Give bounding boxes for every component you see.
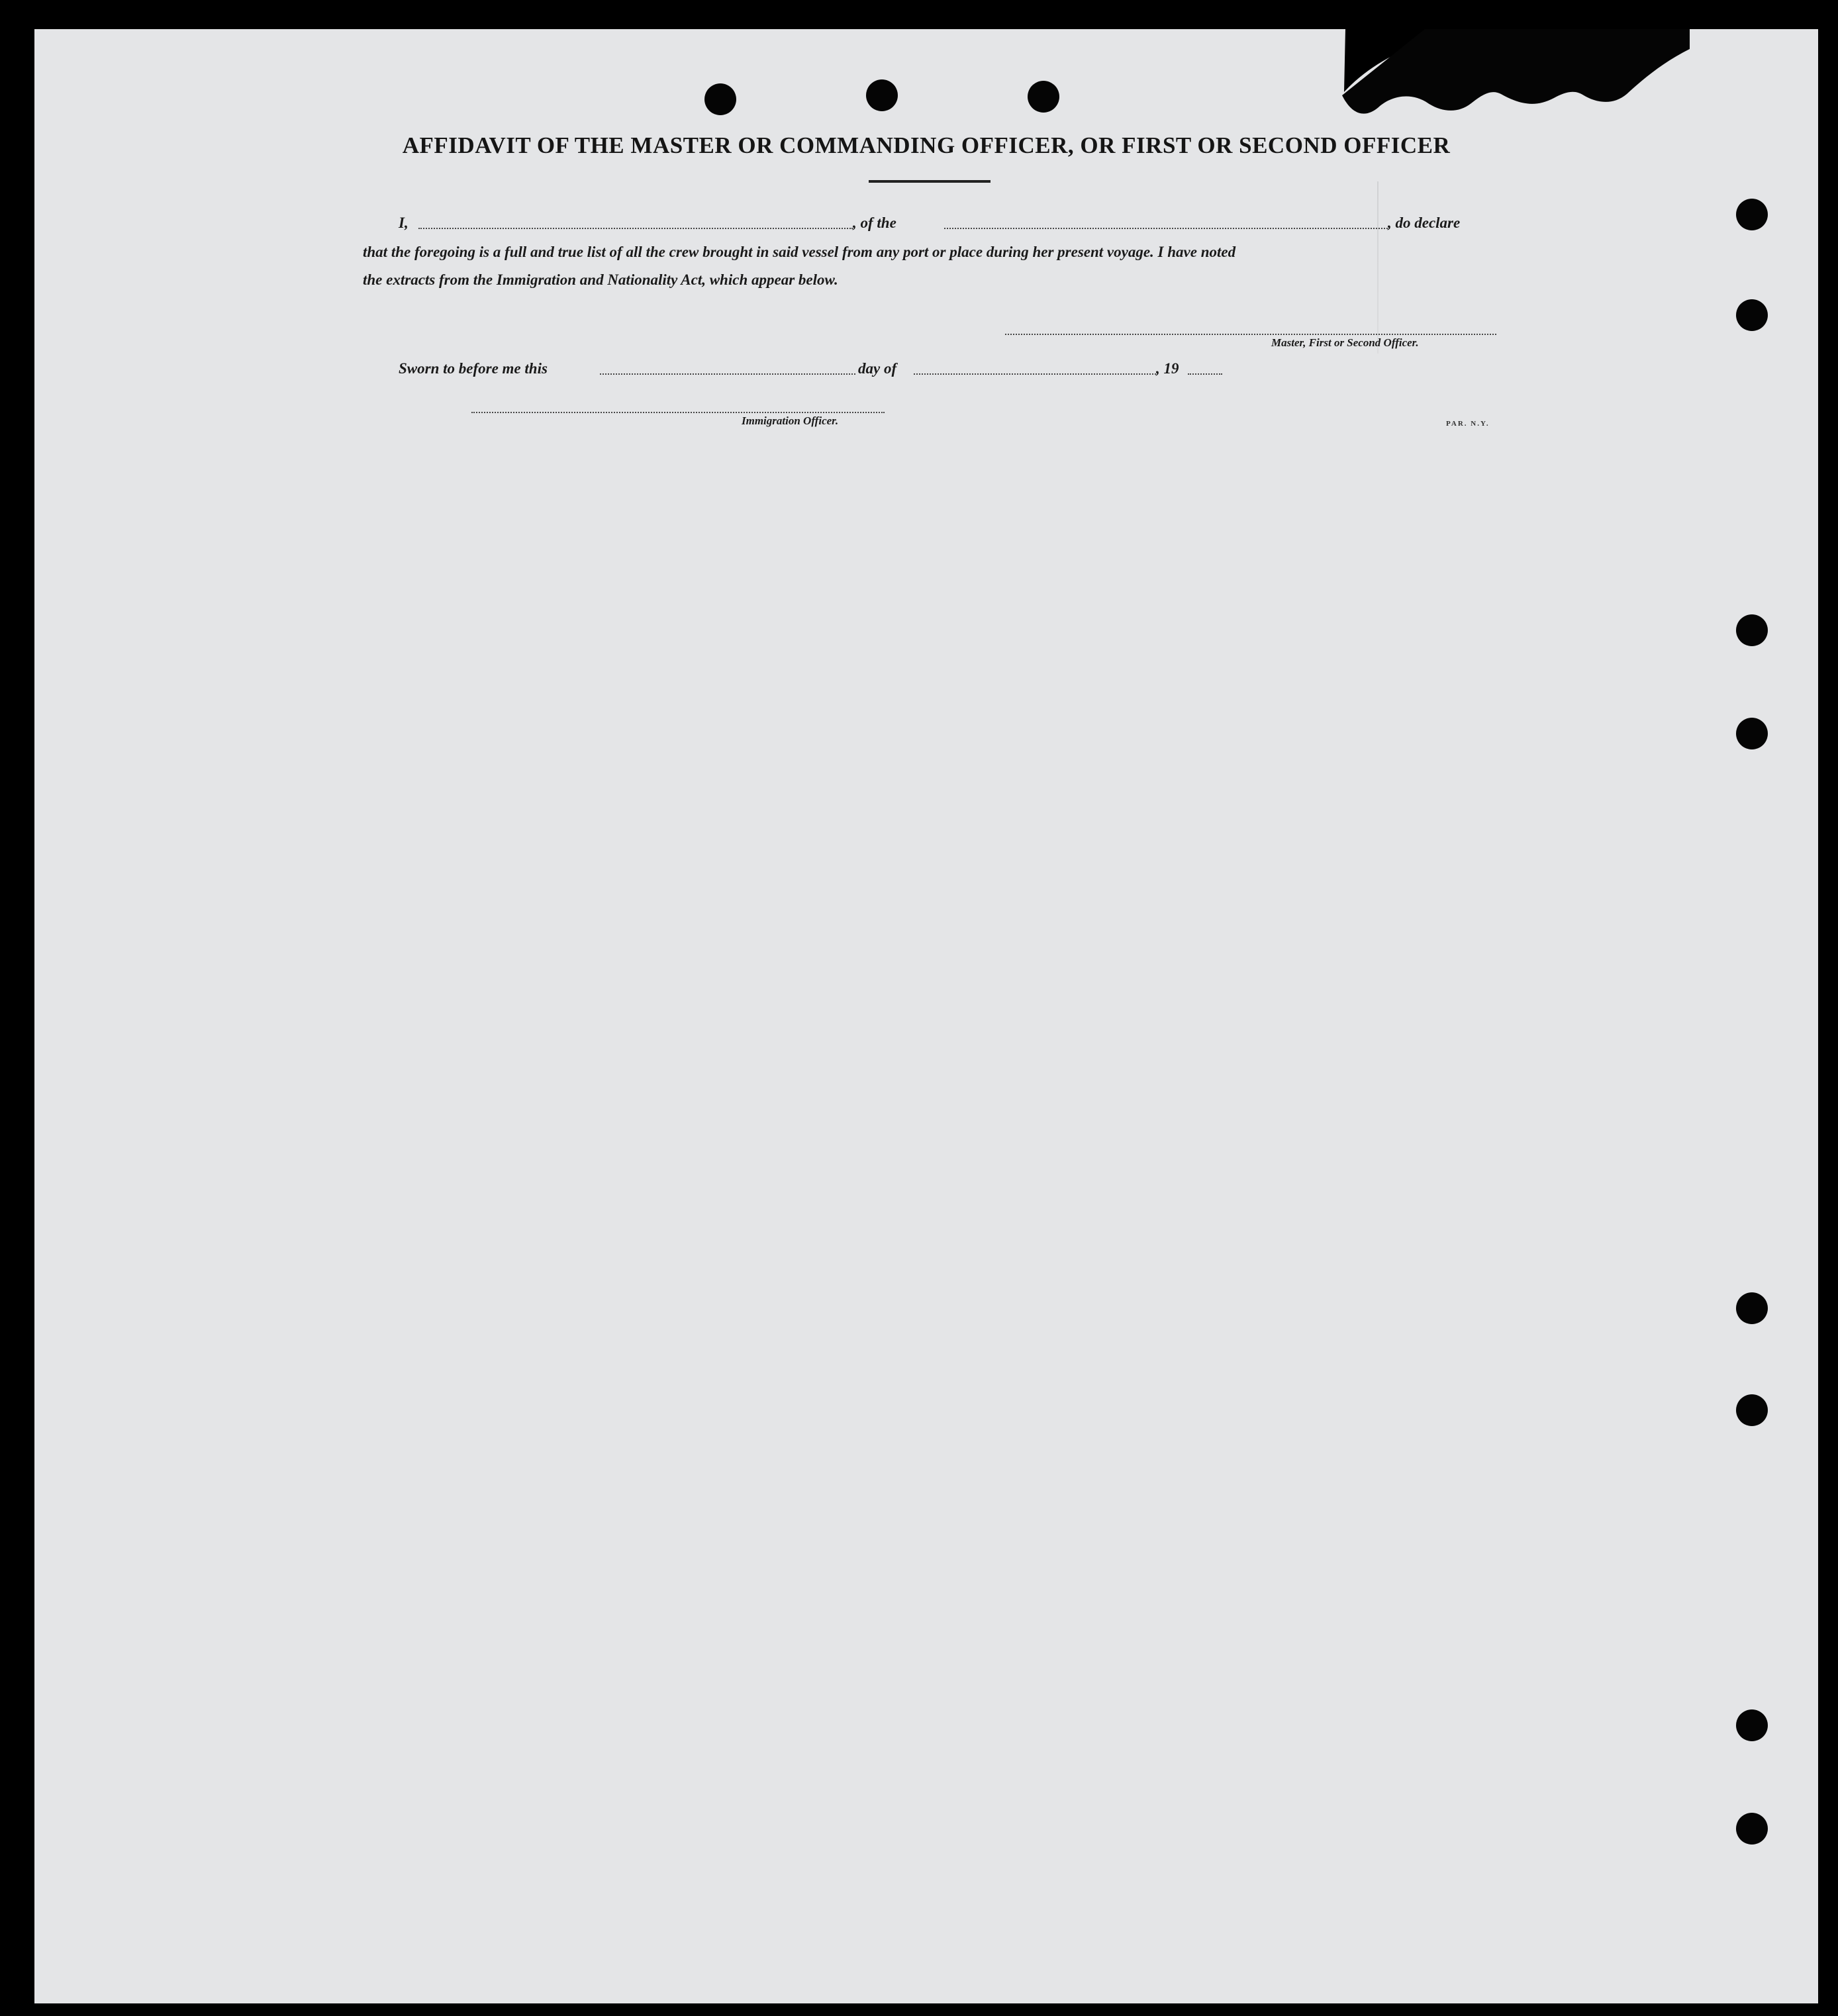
declarant-name-line (418, 228, 853, 229)
sworn-year-prefix: , 19 (1156, 360, 1179, 377)
master-signature-line (1005, 334, 1496, 335)
immigration-officer-label: Immigration Officer. (742, 414, 839, 427)
master-signature-label: Master, First or Second Officer. (1271, 336, 1419, 349)
affidavit-title: AFFIDAVIT OF THE MASTER OR COMMANDING OFFICER, OR FIRST OR SECOND OFFICER (402, 132, 1451, 158)
punch-hole (1736, 1394, 1768, 1426)
punch-hole (1736, 299, 1768, 331)
declaration-line-3: the extracts from the Immigration and Nationality Act, which appear below. (363, 271, 838, 288)
punch-hole (1028, 81, 1059, 113)
sworn-prefix: Sworn to before me this (399, 360, 548, 377)
vessel-prefix: , of the (853, 215, 896, 231)
punch-hole (1736, 718, 1768, 749)
immigration-officer-line (471, 412, 885, 413)
punch-hole (1736, 614, 1768, 646)
vessel-name-line (944, 228, 1388, 229)
sworn-month-line (914, 373, 1156, 375)
punch-hole (866, 79, 898, 111)
punch-hole (704, 83, 736, 115)
printer-mark: PAR. N.Y. (1446, 420, 1490, 428)
punch-hole (1736, 1292, 1768, 1324)
paper-crease (1377, 181, 1378, 354)
sworn-day-line (600, 373, 855, 375)
sworn-day-of: day of (858, 360, 897, 377)
sworn-year-line (1188, 373, 1222, 375)
torn-corner (34, 29, 1818, 228)
punch-hole (1736, 199, 1768, 230)
punch-hole (1736, 1709, 1768, 1741)
declare-suffix: , do declare (1388, 215, 1461, 231)
title-underline (869, 180, 991, 183)
document-page (34, 29, 1818, 2003)
declaration-line-2: that the foregoing is a full and true list of all the crew brought in said vessel from any port or place during her present voyage. I have noted (363, 244, 1236, 260)
punch-hole (1736, 1813, 1768, 1845)
declarant-prefix: I, (399, 215, 409, 231)
